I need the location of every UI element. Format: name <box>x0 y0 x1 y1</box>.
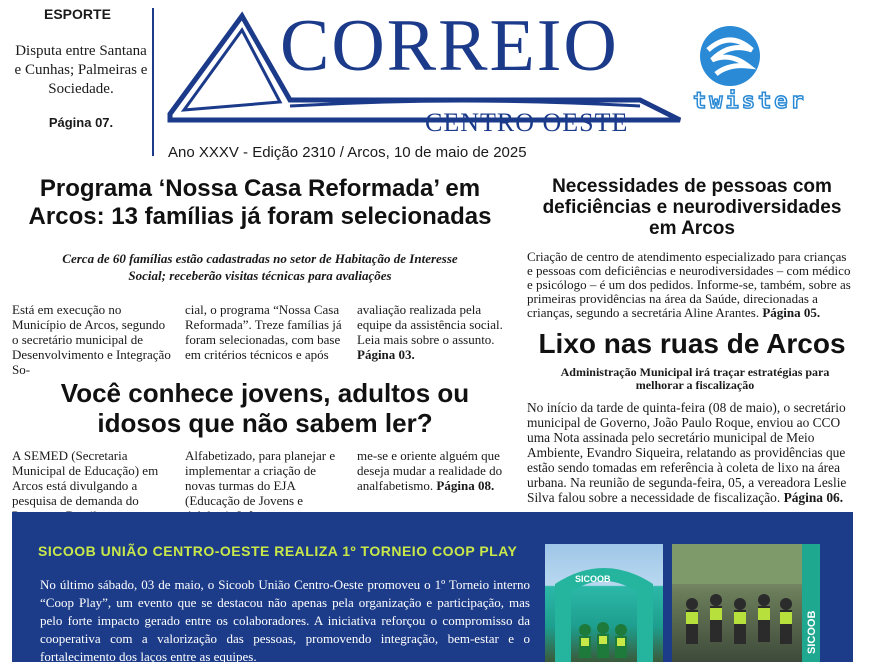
body-text: No início da tarde de quinta-feira (08 de maio), o secretário municipal de Governo, João Paulo Roque, enviou ao CCO uma Nota assinada pelo secretário municipal de Meio Ambiente, Evandro Siqueira, relatando as providências que estão sendo tomadas em referência à coleta de lixo na área urbana. Na reunião de segunda-feira, 05, a vereadora Leslie Silva falou sobre a necessidade de fiscalização. <box>527 400 847 505</box>
teaser-text: Disputa entre Santana e Cunhas; Palmeiras e Sociedade. <box>14 43 148 97</box>
masthead-title: CORREIO <box>280 5 619 87</box>
headline-necessidades: Necessidades de pessoas com deficiências e neurodiversidades em Arcos <box>542 176 842 239</box>
page-reference: Página 06. <box>783 490 844 505</box>
subhead-lixo: Administração Municipal irá traçar estratégias para melhorar a fiscalização <box>560 365 830 392</box>
headline-casa: Programa ‘Nossa Casa Reformada’ em Arcos: 13 famílias já foram selecionadas <box>28 175 492 230</box>
body-column: Está em execução no Município de Arcos, segundo o secretário municipal de Desenvolvimento e Integração So- <box>12 302 171 377</box>
body-column: Alfabetizado, para planejar e implementar a criação de novas turmas do EJA (Educação de Jovens e <box>185 448 336 508</box>
body-text: me-se e oriente alguém que deseja mudar a realidade do analfabetismo. <box>357 448 503 493</box>
page-reference: Página 03. <box>357 347 415 362</box>
body-column: A SEMED (Secretaria Municipal de Educação) em Arcos está divulgando a pesquisa de demanda do <box>12 448 159 508</box>
body-text: avaliação realizada pela equipe da assistência social. Leia mais sobre o assunto. <box>357 302 503 347</box>
sport-teaser <box>12 6 150 156</box>
page-reference: Página 05. <box>762 305 821 320</box>
divider <box>152 8 154 156</box>
headline-jovens: Você conhece jovens, adultos ou idosos que não sabem ler? <box>60 378 470 438</box>
sicoob-vertical-logo <box>802 544 820 662</box>
event-photo-runners <box>672 544 820 662</box>
page-reference: Página 08. <box>436 478 495 493</box>
body-text: Criação de centro de atendimento especializado para crianças e pessoas com deficiências e neurodiversidades – com médico e psicólogo – é um dos pedidos. Informe-se, também, sobre as primeiras providências na área da Saúde, direcionadas a crianças, segundo a secretária Aline Arantes. <box>527 249 851 320</box>
twister-wordmark: twister <box>693 89 807 114</box>
sicoob-strip <box>802 544 820 662</box>
sicoob-strip-label: SICOOB <box>806 610 818 654</box>
arch-label: SICOOB <box>575 574 611 584</box>
photo-illustration <box>672 544 820 662</box>
section-label: ESPORTE <box>44 6 111 22</box>
body-column <box>357 302 517 362</box>
headline-lixo: Lixo nas ruas de Arcos <box>538 328 846 359</box>
page-reference: Página 07. <box>48 115 114 130</box>
photo-illustration <box>545 544 663 662</box>
body-column <box>527 400 857 505</box>
body-column <box>357 448 517 493</box>
banner-text: No último sábado, 03 de maio, o Sicoob União Centro-Oeste promoveu o 1º Torneio interno “Coop Play”, um evento que se destacou não apenas pela organização e participação, mas pelo forte impacto gerado entre os colaboradores. A iniciativa reforçou o compromisso da cooperativa com a valorização das pessoas, promovendo integração, bem-estar e o fortalecimento dos laços entre as equipes. <box>40 577 530 664</box>
banner-title: SICOOB UNIÃO CENTRO-OESTE REALIZA 1º TORNEIO COOP PLAY <box>38 543 518 559</box>
twister-logo <box>690 20 840 120</box>
body-column <box>527 250 855 320</box>
edition-line: Ano XXXV - Edição 2310 / Arcos, 10 de maio de 2025 <box>168 144 527 161</box>
subhead-casa: Cerca de 60 famílias estão cadastradas no setor de Habitação de Interesse Social; receberão visitas técnicas para avaliações <box>62 251 458 283</box>
body-column: cial, o programa “Nossa Casa Reformada”. Treze famílias já foram selecionadas, com base em critérios técnicos e após <box>185 302 342 362</box>
masthead-subtitle: CENTRO OESTE <box>425 108 629 137</box>
event-photo-arch <box>545 544 663 662</box>
